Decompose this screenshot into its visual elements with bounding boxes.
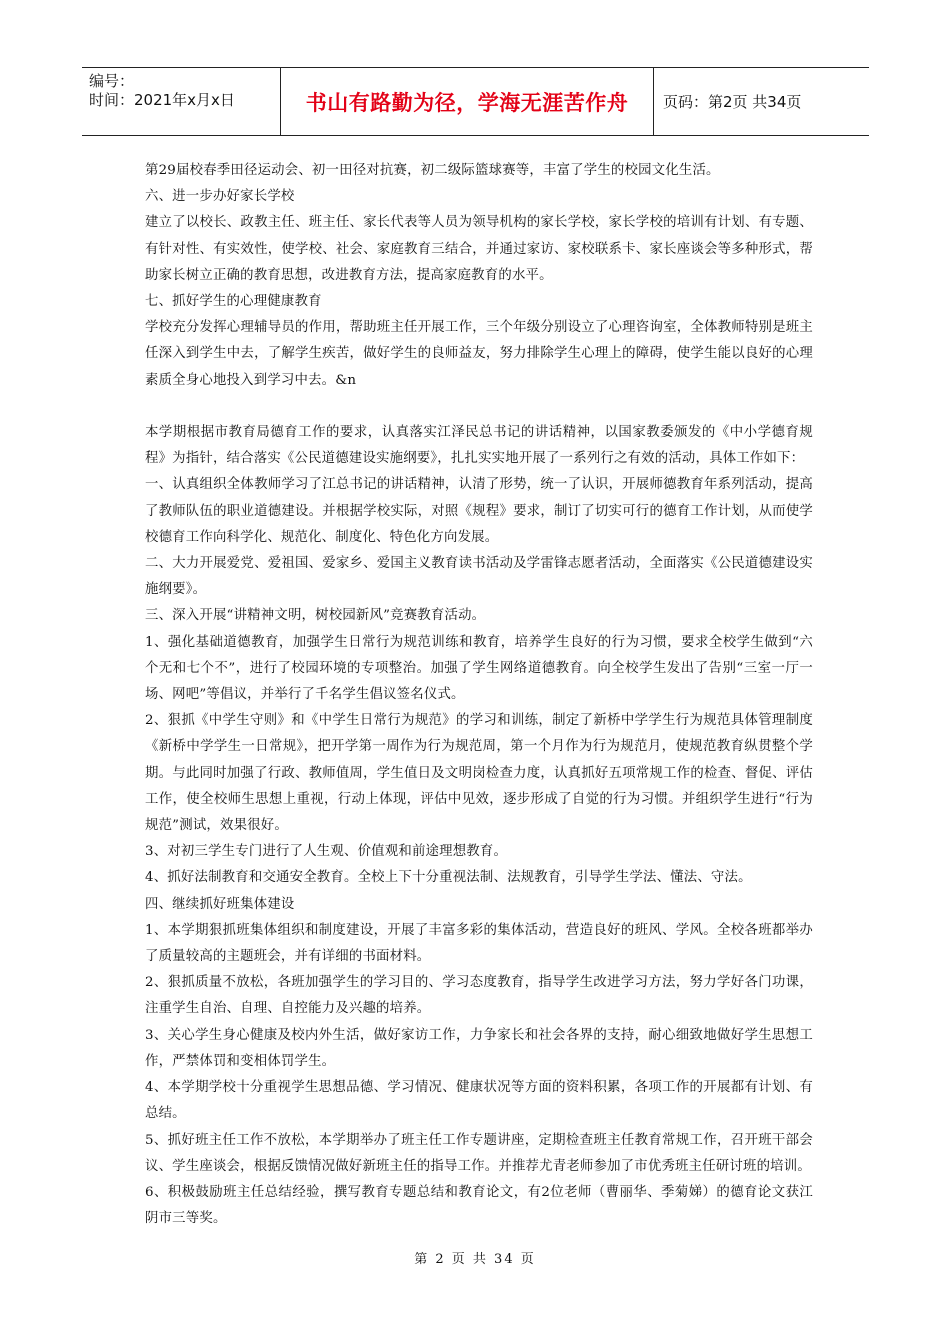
paragraph: 3、关心学生身心健康及校内外生活，做好家访工作，力争家长和社会各界的支持，耐心细致地做好学生思想工作，严禁体罚和变相体罚学生。 (145, 1027, 813, 1069)
paragraph: 3、对初三学生专门进行了人生观、价值观和前途理想教育。 (145, 844, 508, 860)
paragraph: 第29届校春季田径运动会、初一田径对抗赛，初二级际篮球赛等，丰富了学生的校园文化生活。 (145, 163, 720, 178)
header-page-info: 页码：第2页 共34页 (663, 93, 802, 111)
section-heading: 四、继续抓好班集体建设 (145, 896, 295, 912)
paragraph: 1、强化基础道德教育，加强学生日常行为规范训练和教育，培养学生良好的行为习惯，要求全校学生做到“六个无和七个不”，进行了校园环境的专项整治。加强了学生网络道德教育。向全校学生发出了告别“三室一厅一场、网吧”等倡议，并举行了千名学生倡议签名仪式。 (145, 634, 813, 703)
page-footer: 第 2 页 共 34 页 (414, 1252, 536, 1267)
document-number-label: 编号： (89, 72, 135, 90)
paragraph: 2、狠抓质量不放松，各班加强学生的学习目的、学习态度教育，指导学生改进学习方法，努力学好各门功课，注重学生自治、自理、自控能力及兴趣的培养。 (145, 975, 813, 1017)
paragraph: 1、本学期狠抓班集体组织和制度建设，开展了丰富多彩的集体活动，营造良好的班风、学风。全校各班都举办了质量较高的主题班会，并有详细的书面材料。 (145, 922, 813, 965)
paragraph: 本学期根据市教育局德育工作的要求，认真落实江泽民总书记的讲话精神，以国家教委颁发的《中小学德育规程》为指针，结合落实《公民道德建设实施纲要》，扎扎实实地开展了一系列行之有效的活动，具体工作如下： (145, 425, 813, 467)
paragraph: 学校充分发挥心理辅导员的作用，帮助班主任开展工作，三个年级分别设立了心理咨询室，全体教师特别是班主任深入到学生中去，了解学生疾苦，做好学生的良师益友，努力排除学生心理上的障碍，使学生能以良好的心理素质全身心地投入到学习中去。&n (145, 320, 813, 388)
document-body (145, 158, 813, 1232)
paragraph: 建立了以校长、政教主任、班主任、家长代表等人员为领导机构的家长学校，家长学校的培训有计划、有专题、有针对性、有实效性，使学校、社会、家庭教育三结合，并通过家访、家校联系卡、家长座谈会等多种形式，帮助家长树立正确的教育思想，改进教育方法，提高家庭教育的水平。 (145, 215, 813, 283)
paragraph: 一、认真组织全体教师学习了江总书记的讲话精神，认清了形势，统一了认识，开展师德教育年系列活动，提高了教师队伍的职业道德建设。并根据学校实际，对照《规程》要求，制订了切实可行的德育工作计划，从而使学校德育工作向科学化、规范化、制度化、特色化方向发展。 (145, 477, 813, 545)
paragraph: 4、抓好法制教育和交通安全教育。全校上下十分重视法制、法规教育，引导学生学法、懂法、守法。 (145, 870, 752, 886)
paragraph: 4、本学期学校十分重视学生思想品德、学习情况、健康状况等方面的资料积累，各项工作的开展都有计划、有总结。 (145, 1080, 813, 1122)
page-header (82, 67, 869, 136)
paragraph: 2、狠抓《中学生守则》和《中学生日常行为规范》的学习和训练，制定了新桥中学学生行为规范具体管理制度《新桥中学学生一日常规》，把开学第一周作为行为规范周，第一个月作为行为规范月，使规范教育纵贯整个学期。与此同时加强了行政、教师值周，学生值日及文明岗检查力度，认真抓好五项常规工作的检查、督促、评估工作，使全校师生思想上重视，行动上体现，评估中见效，逐步形成了自觉的行为习惯。并组织学生进行“行为规范”测试，效果很好。 (145, 713, 813, 834)
section-heading: 六、进一步办好家长学校 (145, 189, 295, 205)
paragraph: 5、抓好班主任工作不放松，本学期举办了班主任工作专题讲座，定期检查班主任教育常规工作，召开班干部会议、学生座谈会，根据反馈情况做好新班主任的指导工作。并推荐尤青老师参加了市优秀班主任研讨班的培训。 (145, 1132, 813, 1174)
paragraph: 二、大力开展爱党、爱祖国、爱家乡、爱国主义教育读书活动及学雷锋志愿者活动，全面落实《公民道德建设实施纲要》。 (145, 556, 813, 598)
header-meta (82, 68, 280, 135)
header-motto-cell (280, 68, 654, 135)
blank-line (145, 394, 813, 420)
header-motto: 书山有路勤为径，学海无涯苦作舟 (305, 90, 629, 115)
section-heading: 三、深入开展“讲精神文明，树校园新风”竞赛教育活动。 (145, 608, 486, 624)
document-date-label: 时间：2021年x月x日 (89, 91, 235, 109)
paragraph: 6、积极鼓励班主任总结经验，撰写教育专题总结和教育论文，有2位老师（曹丽华、季菊娣）的德育论文获江阴市三等奖。 (145, 1184, 813, 1227)
section-heading: 七、抓好学生的心理健康教育 (145, 294, 322, 310)
